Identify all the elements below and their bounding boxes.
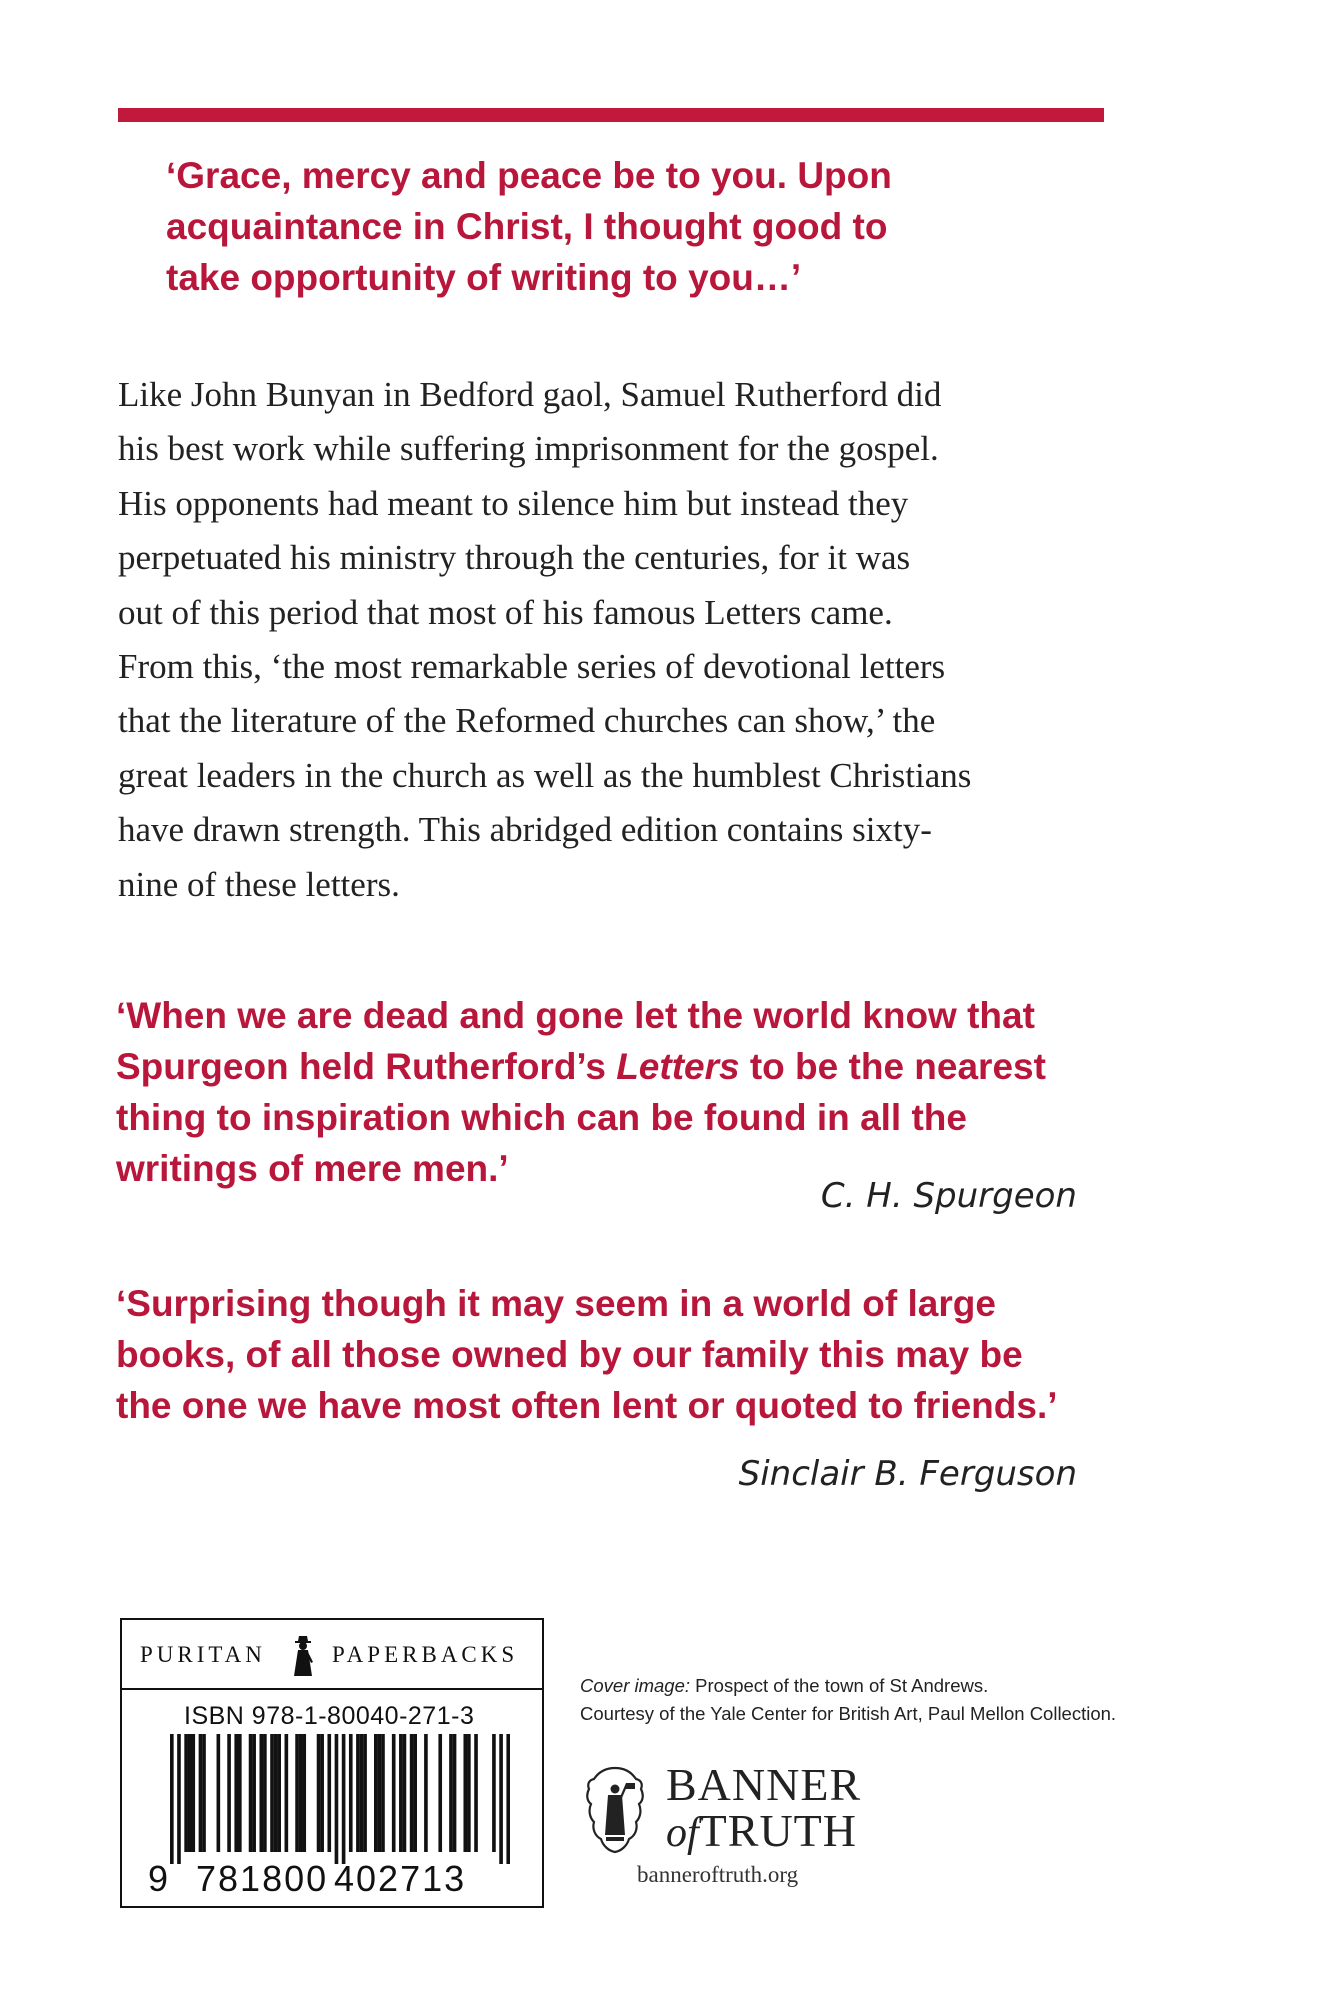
opening-quote-line: take opportunity of writing to you…’ xyxy=(166,257,802,298)
endorsement-line: writings of mere men.’ xyxy=(116,1148,509,1189)
banner-seal-icon xyxy=(584,1765,646,1855)
publisher-name-line1: BANNER xyxy=(666,1759,862,1810)
endorsement-text: Spurgeon held Rutherford’s xyxy=(116,1046,617,1087)
book-description xyxy=(118,368,1118,912)
barcode-bar xyxy=(410,1734,414,1852)
barcode-bar xyxy=(349,1734,353,1852)
endorsement-quote-spurgeon xyxy=(116,990,1046,1194)
publisher-name-of: of xyxy=(666,1810,699,1856)
barcode-bar xyxy=(191,1734,195,1852)
barcode-bar xyxy=(295,1734,299,1852)
barcode-bar xyxy=(335,1734,339,1864)
opening-quote xyxy=(166,150,892,303)
endorsement-author-ferguson: Sinclair B. Ferguson xyxy=(738,1454,1077,1494)
barcode-box xyxy=(120,1618,544,1908)
credit-line: Courtesy of the Yale Center for British Art, Paul Mellon Collection. xyxy=(580,1703,1117,1724)
barcode-bars xyxy=(170,1734,510,1864)
endorsement-line: thing to inspiration which can be found in all the xyxy=(116,1097,967,1138)
series-name-left: PURITAN xyxy=(140,1642,266,1667)
barcode-bar xyxy=(252,1734,256,1852)
barcode-bar xyxy=(317,1734,321,1852)
description-line: From this, ‘the most remarkable series of devotional letters xyxy=(118,647,946,687)
endorsement-line: ‘Surprising though it may seem in a world of large xyxy=(116,1283,996,1324)
barcode-bar xyxy=(299,1734,303,1852)
barcode-bar xyxy=(184,1734,188,1852)
opening-quote-line: acquaintance in Christ, I thought good to xyxy=(166,206,888,247)
barcode-bar xyxy=(374,1734,378,1852)
barcode-bar xyxy=(492,1734,496,1852)
barcode-bar xyxy=(363,1734,367,1852)
endorsement-author-spurgeon: C. H. Spurgeon xyxy=(820,1176,1077,1216)
barcode-bar xyxy=(467,1734,471,1852)
description-line: Like John Bunyan in Bedford gaol, Samuel Rutherford did xyxy=(118,375,942,414)
credit-text: Prospect of the town of St Andrews. xyxy=(690,1675,989,1696)
barcode-bar xyxy=(327,1734,331,1852)
description-line: nine of these letters. xyxy=(118,864,400,904)
series-name-right: PAPERBACKS xyxy=(332,1642,519,1667)
barcode-digits-left: 781800 xyxy=(196,1858,329,1899)
barcode-bar xyxy=(270,1734,274,1852)
barcode-bar xyxy=(302,1734,306,1852)
barcode-digit-first: 9 xyxy=(148,1858,169,1899)
barcode-bar xyxy=(392,1734,396,1852)
barcode-bar xyxy=(238,1734,242,1852)
publisher-name-truth: TRUTH xyxy=(698,1805,857,1856)
endorsement-line: the one we have most often lent or quoted to friends.’ xyxy=(116,1385,1058,1426)
series-label xyxy=(122,1620,542,1690)
top-accent-rule xyxy=(118,108,1104,122)
publisher-name-line2 xyxy=(666,1805,861,1856)
barcode-bar xyxy=(202,1734,206,1852)
isbn-label: ISBN 978-1-80040-271-3 xyxy=(184,1702,475,1730)
credit-label: Cover image: xyxy=(580,1675,691,1696)
barcode-bar xyxy=(403,1734,407,1852)
barcode-bar xyxy=(356,1734,360,1852)
barcode-bar xyxy=(285,1734,289,1852)
barcode-bar xyxy=(342,1734,346,1864)
endorsement-line: books, of all those owned by our family this may be xyxy=(116,1334,1023,1375)
barcode-bar xyxy=(274,1734,278,1852)
barcode-bar xyxy=(424,1734,428,1852)
barcode-bar xyxy=(506,1734,510,1864)
endorsement-quote-ferguson xyxy=(116,1278,1058,1431)
barcode-bar xyxy=(453,1734,457,1852)
puritan-figure-icon xyxy=(290,1634,316,1678)
barcode-bar xyxy=(360,1734,364,1852)
barcode-bar xyxy=(438,1734,442,1852)
barcode-bar xyxy=(188,1734,192,1852)
barcode-bar xyxy=(234,1734,238,1852)
barcode-bar xyxy=(449,1734,453,1852)
barcode-bar xyxy=(259,1734,263,1852)
endorsement-line: ‘When we are dead and gone let the world know that xyxy=(116,995,1035,1036)
cover-image-credit xyxy=(580,1672,1116,1728)
description-line: perpetuated his ministry through the centuries, for it was xyxy=(118,538,911,578)
description-line: great leaders in the church as well as the humblest Christians xyxy=(118,755,972,795)
description-line: have drawn strength. This abridged edition contains sixty- xyxy=(118,810,932,850)
barcode-bar xyxy=(413,1734,417,1852)
opening-quote-line: ‘Grace, mercy and peace be to you. Upon xyxy=(166,155,892,196)
publisher-website: banneroftruth.org xyxy=(637,1862,799,1887)
description-line: out of this period that most of his famous Letters came. xyxy=(118,592,893,632)
barcode-bar xyxy=(217,1734,221,1852)
endorsement-line xyxy=(116,1041,1046,1092)
barcode-bar xyxy=(249,1734,253,1852)
description-line: his best work while suffering imprisonment for the gospel. xyxy=(118,429,939,469)
barcode-bar xyxy=(399,1734,403,1852)
barcode-digits-right: 402713 xyxy=(334,1858,467,1899)
description-line: His opponents had meant to silence him but instead they xyxy=(118,483,909,523)
barcode-bar xyxy=(263,1734,267,1852)
barcode-bar xyxy=(320,1734,324,1852)
book-title-italic: Letters xyxy=(616,1046,740,1087)
barcode-bar xyxy=(463,1734,467,1852)
endorsement-text: to be the nearest xyxy=(739,1046,1046,1087)
barcode-bar xyxy=(474,1734,478,1852)
barcode-bar xyxy=(277,1734,281,1852)
barcode-bar xyxy=(170,1734,174,1864)
barcode-bar xyxy=(499,1734,503,1864)
barcode-bar xyxy=(177,1734,181,1864)
barcode-bar xyxy=(227,1734,231,1852)
credit-line xyxy=(580,1672,1116,1700)
barcode-bar xyxy=(378,1734,382,1852)
barcode-bar xyxy=(381,1734,385,1852)
barcode-bar xyxy=(199,1734,203,1852)
description-line: that the literature of the Reformed churches can show,’ the xyxy=(118,701,936,741)
publisher-name xyxy=(666,1759,862,1856)
